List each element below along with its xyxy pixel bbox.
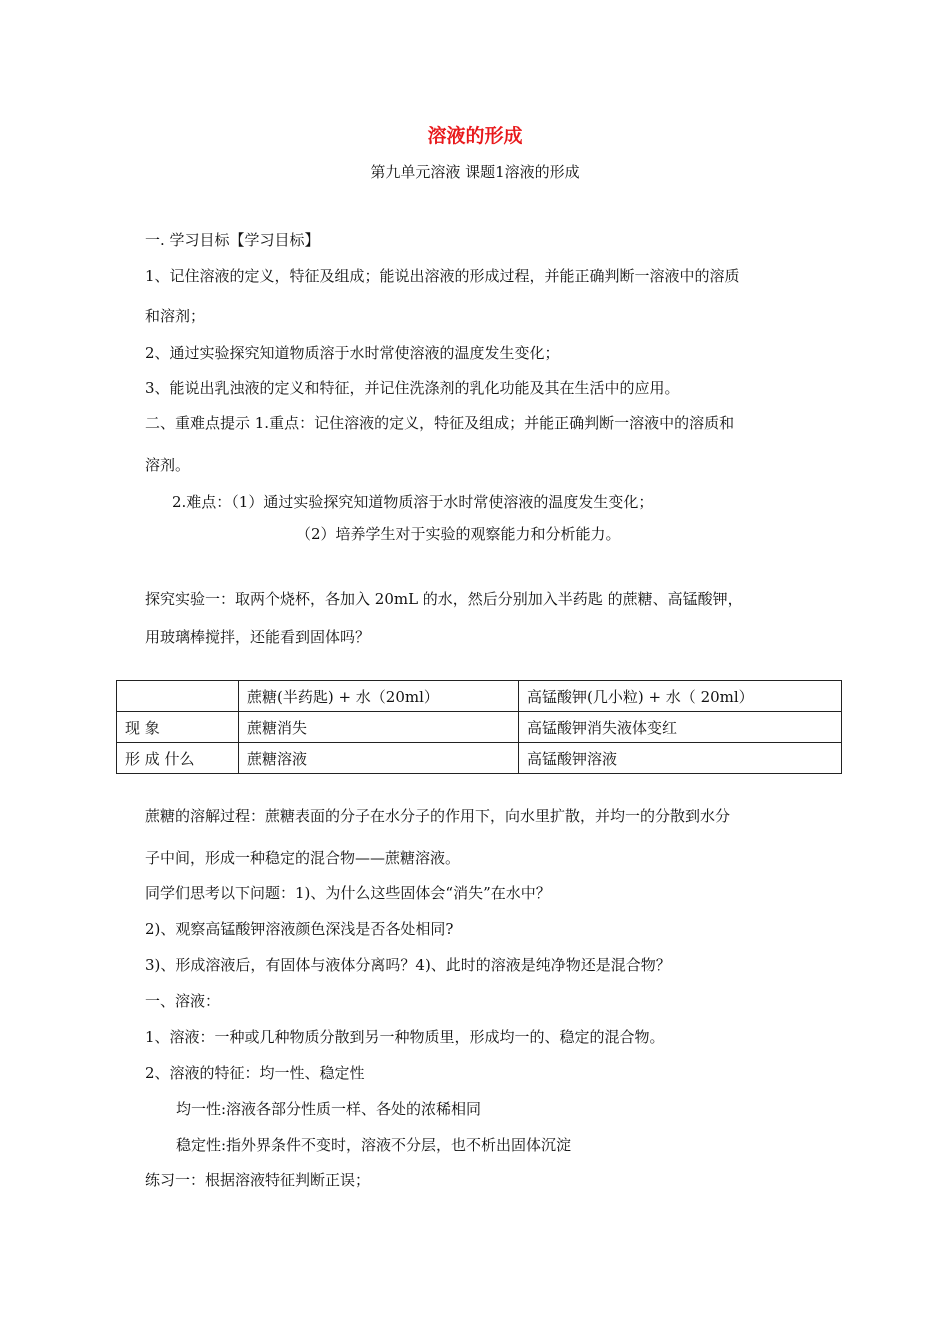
objectives-heading: 一. 学习目标【学习目标】 (145, 231, 320, 249)
table-cell: 高锰酸钾(几小粒) + 水（ 20ml） (519, 681, 842, 712)
experiment-table (116, 680, 842, 774)
table-cell: 形 成 什么 (117, 743, 239, 774)
question-2: 2)、观察高锰酸钾溶液颜色深浅是否各处相同? (145, 920, 454, 938)
difficulty-2: （2）培养学生对于实验的观察能力和分析能力。 (296, 525, 621, 543)
objective-1-line-1: 1、记住溶液的定义，特征及组成；能说出溶液的形成过程，并能正确判断一溶液中的溶质 (145, 267, 740, 285)
experiment-line-1: 探究实验一：取两个烧杯，各加入 20mL 的水，然后分别加入半药匙 的蔗糖、高锰酸钾， (145, 590, 743, 608)
table-cell: 现 象 (117, 712, 239, 743)
objective-1-line-2: 和溶剂； (145, 307, 206, 325)
difficulty-1: 2.难点：（1）通过实验探究知道物质溶于水时常使溶液的温度发生变化； (172, 493, 654, 511)
table-cell: 高锰酸钾溶液 (519, 743, 842, 774)
objective-3: 3、能说出乳浊液的定义和特征，并记住洗涤剂的乳化功能及其在生活中的应用。 (145, 379, 680, 397)
solution-heading: 一、溶液： (145, 992, 221, 1010)
experiment-line-2: 用玻璃棒搅拌，还能看到固体吗？ (145, 628, 371, 646)
table-row (117, 743, 842, 774)
exercise-heading: 练习一：根据溶液特征判断正误； (145, 1171, 371, 1189)
solution-features: 2、溶液的特征：均一性、稳定性 (145, 1064, 365, 1082)
solution-definition: 1、溶液：一种或几种物质分散到另一种物质里，形成均一的、稳定的混合物。 (145, 1028, 665, 1046)
table-row (117, 712, 842, 743)
dissolution-line-1: 蔗糖的溶解过程：蔗糖表面的分子在水分子的作用下，向水里扩散，并均一的分散到水分 (145, 807, 731, 825)
table-cell: 蔗糖溶液 (239, 743, 519, 774)
dissolution-line-2: 子中间，形成一种稳定的混合物——蔗糖溶液。 (145, 849, 461, 867)
uniformity-note: 均一性:溶液各部分性质一样、各处的浓稀相同 (176, 1100, 482, 1118)
page-subtitle: 第九单元溶液 课题1溶液的形成 (370, 163, 580, 181)
stability-note: 稳定性:指外界条件不变时，溶液不分层，也不析出固体沉淀 (176, 1136, 572, 1154)
key-points-line-1: 二、重难点提示 1.重点：记住溶液的定义，特征及组成；并能正确判断一溶液中的溶质和 (145, 414, 735, 432)
page-title: 溶液的形成 (427, 125, 523, 147)
table-cell: 高锰酸钾消失液体变红 (519, 712, 842, 743)
table-cell: 蔗糖消失 (239, 712, 519, 743)
question-3: 3)、形成溶液后，有固体与液体分离吗？4)、此时的溶液是纯净物还是混合物？ (145, 956, 671, 974)
objective-2: 2、通过实验探究知道物质溶于水时常使溶液的温度发生变化； (145, 344, 560, 362)
table-header-row (117, 681, 842, 712)
table-cell: 蔗糖(半药匙) + 水（20ml） (239, 681, 519, 712)
key-points-line-2: 溶剂。 (145, 456, 191, 474)
question-1: 同学们思考以下问题：1)、为什么这些固体会“消失”在水中？ (145, 884, 551, 902)
table-cell (117, 681, 239, 712)
